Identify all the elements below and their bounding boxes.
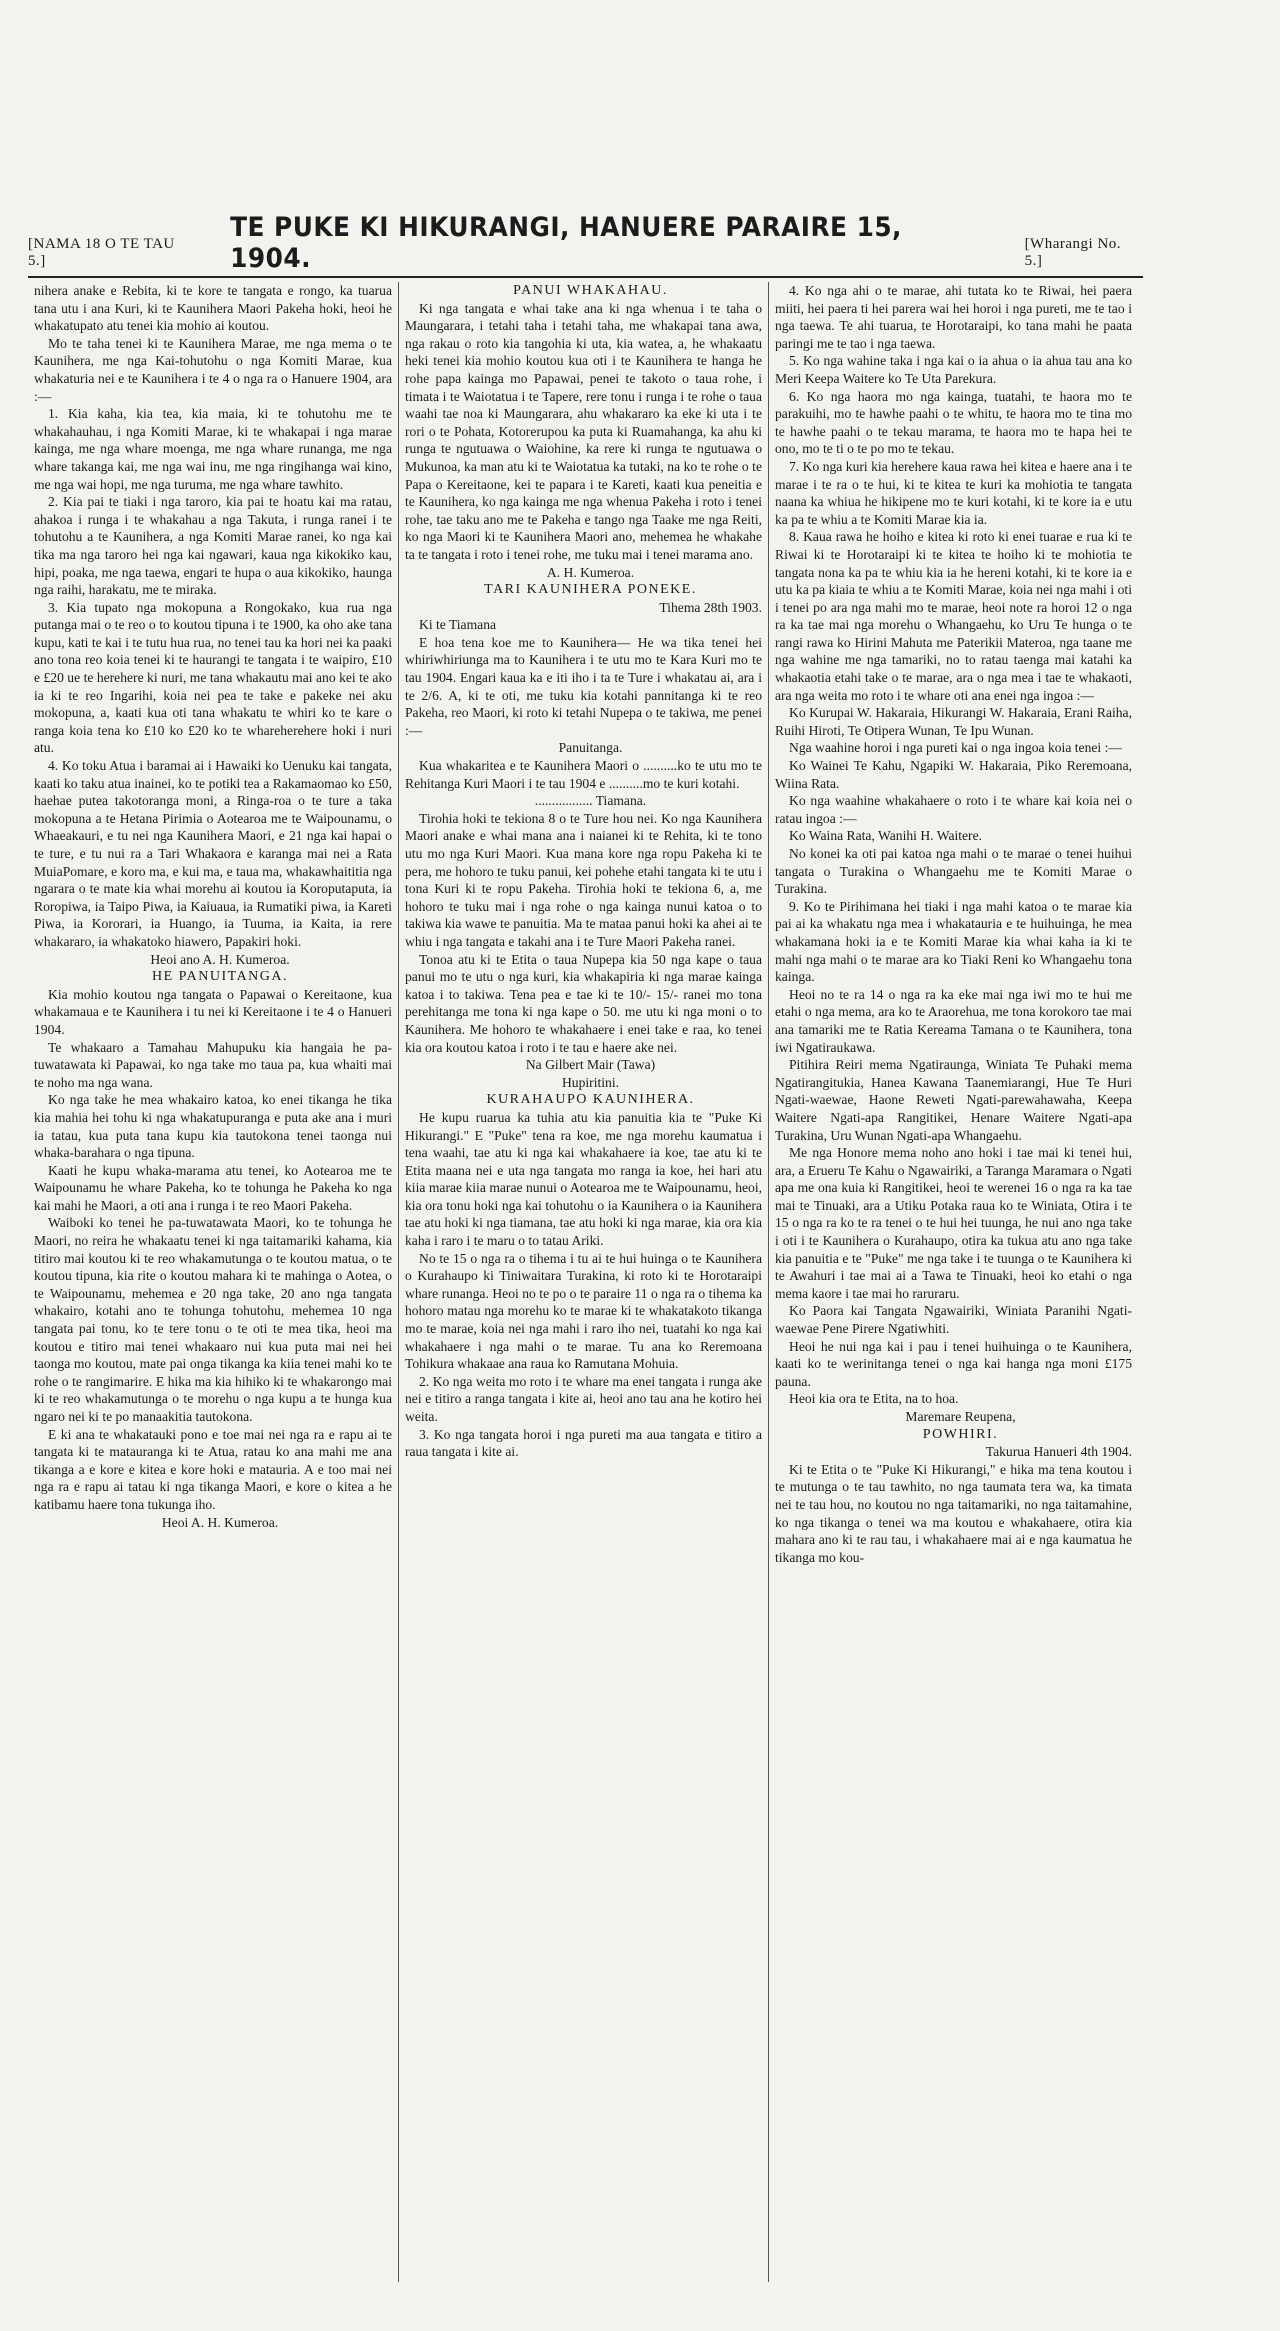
signature: Heoi A. H. Kumeroa. bbox=[161, 1514, 279, 1530]
paragraph: Mo te taha tenei ki te Kaunihera Marae, me nga mema o te Kaunihera, me nga Kai-tohutohu o nga Komiti Marae, kua whakaturia nei e te Kaunihera i te 4 o nga ra o Hanuere 1904, ara :— bbox=[34, 335, 392, 404]
columns bbox=[28, 282, 1143, 2282]
signature: A. H. Kumeroa. bbox=[546, 564, 635, 580]
column-2 bbox=[398, 282, 768, 2282]
paragraph: 2. Kia pai te tiaki i nga taroro, kia pai te hoatu kai ma ratau, ahakoa i runga i te whakahau a nga Takuta, i runga ranei i te tohutohu a te Kaunihera, a nga Komiti Marae ranei, ko nga kai tika ma nga taroro hei nga kai ngawari, kaua nga kikokiko kau, hipi, poaka, me nga taewa, engari te hupa o aua kikokiko, haunga nga raihi, harakatu, me te miraka. bbox=[34, 494, 392, 598]
paragraph: Kia mohio koutou nga tangata o Papawai o Kereitaone, kua whakamaua e te Kaunihera i tu nei ki Kereitaone i te 4 o Hanueri 1904. bbox=[34, 986, 392, 1037]
paragraph: Ko Waina Rata, Wanihi H. Waitere. bbox=[789, 828, 983, 844]
paragraph: 3. Kia tupato nga mokopuna a Rongokako, kua rua nga putanga mai o te reo o to koutou tipuna i te 1900, ka oho ake tana kupu, kati te kai i te tutu hua rua, no tenei tau ka hori nei ka paaki ano tona reo koia tenei ki te haurangi te tangata i te waipiro, £10 e £20 ue te herehere ki nuri, me tana whakautu mai ano kei te ako ia ki te reo Ingarihi, koia nei pea te take e pakeke nei aku mokopuna, a, kaati kua oti tana whakatu te whiri ko te kare o ranga koia tena ko £10 ko £20 ko te whareherehere hoki i nuri atu. bbox=[34, 599, 392, 756]
dateline: Tihema 28th 1903. bbox=[659, 599, 762, 615]
paragraph: Nga waahine horoi i nga pureti kai o nga ingoa koia tenei :— bbox=[789, 740, 1122, 756]
paragraph: Me nga Honore mema noho ano hoki i tae mai ki tenei hui, ara, a Erueru Te Kahu o Ngawairiki, a Taranga Maramara o Ngati apa me ona kuia ki Rangitikei, heoi te werenei 16 o nga ra ka tae mai te Tinuaki, ara a Utiku Potaka raua ko te Winiata, Otira i te 15 o nga ra ko te ra tenei o te hui hei tuunga, he nui ano nga take i oti i te Kaunihera o Kurahaupo, otira ka tukua atu ano nga take kia panuitia e te "Puke" me nga take i te tuunga o te Kaunihera ki te Awahuri i tae mai ai a Tawa te Tinuaki, heoi ko etahi o nga mema kaore i tae mai ho raruraru. bbox=[775, 1145, 1132, 1301]
column-1 bbox=[28, 282, 398, 2282]
paragraph: Ki te Etita o te "Puke Ki Hikurangi," e hika ma tena koutou i te mutunga o te tau tawhito, no nga taumata tera wa, ka timata nei te tau hou, no koutou no nga taitamariki, no nga taitamahine, ko nga tikanga o tenei wa ma koutou e whakahaere, otira kia mahara ano ki te rau tau, i whakahaere mai ai e nga kaumatua he tikanga mo kou- bbox=[775, 1461, 1132, 1565]
article-heading: KURAHAUPO KAUNIHERA. bbox=[486, 1092, 695, 1108]
paragraph: Ko Paora kai Tangata Ngawairiki, Winiata Paranihi Ngati-waewae Pene Pirere Ngatiwhiti. bbox=[775, 1303, 1132, 1337]
article-heading: PANUI WHAKAHAU. bbox=[513, 283, 668, 298]
paragraph: Waiboki ko tenei he pa-tuwatawata Maori, ko te tohunga he Maori, no reira he whakaatu tenei ki nga taitamariki kahama, kia titiro mai koutou ki te reo whakamutunga o te koutou matua, o te koutou tipuna, kia rite o koutou mahara ki te mahinga o Aotea, o te Waipounamu, mehemea e 20 nga take, 20 ano nga tangata whakairo, kotahi ano te tohunga tohutohu, mehemea 10 nga tangata pai tonu, ko te tere tonu o te oti te mea tika, heoi ma koutou e titiro mai tenei whakaaro nui kua puta mai nei hei taonga mo koutou, mate pai onga tikanga ka kiia tenei mahi ko te rohe o te rangimarire. E hika ma kia hihiko ki te whakarongo mai ki te reo whakamutunga o te morehu o nga kupu a te hunga kua ngaro nei ki te po manaakitia tautokona. bbox=[34, 1215, 392, 1424]
paragraph: 3. Ko nga tangata horoi i nga pureti ma aua tangata e titiro a raua tangata i kite ai. bbox=[405, 1426, 762, 1460]
paragraph: Ki nga tangata e whai take ana ki nga whenua i te taha o Maungarara, i tetahi taha i tetahi taha, me whakapai tana awa, nga rakau o roto kia tangohia ki uta, kia watea, a, he whakaatu heki tenei kia mohio koutou kua oti i te Kaunihera te hanga he rohe papa kainga mo Papawai, penei te takoto o taua rohe, i timata i te Waiotatua i te Tapere, rere tonu i runga i te rohe o taua waahi tae noa ki Maungarara, ahu whakararo ka eke ki uta i te rori o te Pohata, Kotorerupou ka puta ki Ruamahanga, ka ahu ki runga te ngutuawa o Waiohine, ka rere ki runga te ngutuawa o Mukunoa, ka man atu ki te Waiotatua ka tutaki, na ko te rohe o te Papa o Kereitaone, kei te papara i te Kareti, kaati kua peneitia e te Kaunihera, ko nga kainga me nga whenua Pakeha i roto i tenei rohe, tae taku ano me te Pakeha e tango nga Taake me nga Reiti, ko nga Maori ki te Kaunihera Maori ano, mehemea he whakahe ta te tangata i roto i tenei rohe, me tuku mai i tenei marama ano. bbox=[405, 300, 762, 562]
paragraph: Ko Wainei Te Kahu, Ngapiki W. Hakaraia, Piko Reremoana, Wiina Rata. bbox=[775, 758, 1132, 791]
paragraph: Heoi he nui nga kai i pau i tenei huihuinga o te Kaunihera, kaati ko te werinitanga tenei o nga kai hanga nga moni £175 pauna. bbox=[775, 1338, 1132, 1389]
paragraph: E hoa tena koe me to Kaunihera— He wa tika tenei hei whiriwhiriunga ma to Kaunihera i te utu mo te Kara Kuri mo te tau 1904. Engari kaua ka e iti iho i ta te Ture i whakatau ai, ara i te 2/6. A, ki te oti, me tuku kia kotahi pannitanga ki te reo Pakeha, reo Maori, ki roto ki tetahi Nupepa o te takiwa, me penei :— bbox=[405, 634, 762, 738]
dateline: Takurua Hanueri 4th 1904. bbox=[985, 1444, 1132, 1460]
paragraph: 7. Ko nga kuri kia herehere kaua rawa hei kitea e haere ana i te marae i te ra o te hui, ki te kitea te kuri ka mohiotia te tangata naana ka whiua he hikipene mo te kuri kotahi, ki te kore ia e utu ka pa te whiu a te Komiti Marae kia ia. bbox=[775, 458, 1132, 527]
paragraph: 8. Kaua rawa he hoiho e kitea ki roto ki enei tuarae e rua ki te Riwai ki te Horotaraipi ki te kitea te hoiho ki te mohiotia te tangata nona ka pa te whiu kia ia he hereni kotahi, ki te kore ia e utu ka pa kiaia te whiu a te Komiti Marae, koia nei nga mahi i oti i tenei po ara nga mahi mo te marae, heoi note ra horoi 12 o nga ra ka tae mai nga morehu o Whangaehu, ko Uru Te hunga o te rangi rawa ko Hirini Mahuta me Paterikii Materoa, nga taane me nga wahine me nga tamariki, no to ratau taenga mai katahi ka whakaotia etahi take o te marae, ara o nga mea i tae te whakaoti, ara nga weita mo roto i te whare oti ana enei nga ingoa :— bbox=[775, 529, 1132, 703]
article-heading: POWHIRI. bbox=[922, 1426, 999, 1442]
signature: Maremare Reupena, bbox=[905, 1409, 1016, 1424]
paragraph: 2. Ko nga weita mo roto i te whare ma enei tangata i runga ake nei e titiro a ranga tangata i kite ai, heoi ano tau ana he kotiro hei weita. bbox=[405, 1373, 762, 1424]
column-3 bbox=[768, 282, 1138, 2282]
paragraph: nihera anake e Rebita, ki te kore te tangata e rongo, ka tuarua tana utu i ana Kuri, ki te Kaunihera Maori Pakeha hoki, heoi he whakatupato atu tenei kia mohio ai koutou. bbox=[34, 283, 392, 334]
paragraph: 1. Kia kaha, kia tea, kia maia, ki te tohutohu me te whakahauhau, i nga Komiti Marae, ki te whakapai i nga marae kainga, me nga whare moenga, me nga whare runanga, me nga whare takanga kai, me nga wai inu, me nga ringihanga wai kino, me nga wai hopi, me nga turuma, me nga whare tawhito. bbox=[34, 406, 392, 492]
issue-number: [NAMA 18 O TE TAU 5.] bbox=[28, 236, 175, 269]
paragraph: Kua whakaritea e te Kaunihera Maori o ..........ko te utu mo te Rehitanga Kuri Maori i te tau 1904 e ..........mo te kuri kotahi. bbox=[405, 758, 762, 791]
paragraph: Ko nga waahine whakahaere o roto i te whare kai koia nei o ratau ingoa :— bbox=[775, 793, 1132, 826]
masthead bbox=[28, 212, 1143, 278]
newspaper-page bbox=[28, 212, 1143, 2290]
paragraph: Pitihira Reiri mema Ngatiraunga, Winiata Te Puhaki mema Ngatirangitukia, Hanea Kawana Taanemiarangi, Hue Te Huri Ngati-waewae, Haone Reweti Ngati-parewahawaha, Keepa Waitere Ngati-apa Rangitikei, Henare Waitere Ngati-apa Turakina, Uru Wunan Ngati-apa Whangaehu. bbox=[775, 1057, 1132, 1143]
paragraph: Tonoa atu ki te Etita o taua Nupepa kia 50 nga kape o taua panui mo te utu o nga kuri, kia whakapiria ki nga marae kainga katoa i to takiwa. Tena pea e tae ki te 10/- 15/- ranei mo tona perehitanga me tona ki nga kape o 50. me utu ki nga moni o to Kaunihera. Me hohoro te whakahaere i enei take e raa, ko tenei kia ora koutou katoa i roto i te tau e haere ake nei. bbox=[405, 951, 762, 1055]
paragraph: 9. Ko te Pirihimana hei tiaki i nga mahi katoa o te marae kia pai ai ka whakatu nga mea i whakatauria e te huihuinga, he mea whakamana hoki ia e te Komiti Marae kia whai kaha ia ki te mahi nga mahi o te marae ara ko Tiaki Reni ko Whangaehu tona kainga. bbox=[775, 898, 1132, 985]
paragraph: Kaati he kupu whaka-marama atu tenei, ko Aotearoa me te Waipounamu he whare Pakeha, ko te tohunga he Pakeha ko nga kai mahi he Maori, a oti ana i runga i te reo Maori Pakeha. bbox=[34, 1162, 392, 1213]
signature: Hupiritini. bbox=[561, 1074, 620, 1090]
article-heading: TARI KAUNIHERA PONEKE. bbox=[484, 582, 697, 598]
signature: Heoi ano A. H. Kumeroa. bbox=[150, 951, 290, 967]
paragraph: Heoi no te ra 14 o nga ra ka eke mai nga iwi mo te hui me etahi o nga mema, ara ko te Araorehua, me tona korokoro tae mai ana tamariki me te Ratia Kereama Tamana o te Kaunihera, tona iwi Ngatiraukawa. bbox=[775, 986, 1132, 1055]
paragraph: ................. Tiamana. bbox=[534, 793, 647, 809]
notice-title: Panuitanga. bbox=[558, 740, 623, 756]
article-heading: HE PANUITANGA. bbox=[151, 969, 289, 985]
paragraph: No konei ka oti pai katoa nga mahi o te marae o tenei huihui tangata o Turakina o Whangaehu me te Komiti Marae o Turakina. bbox=[775, 846, 1132, 897]
paragraph: 5. Ko nga wahine taka i nga kai o ia ahua o ia ahua tau ana ko Meri Keepa Waitere ko Te Uta Parekura. bbox=[775, 353, 1132, 386]
salutation: Ki te Tiamana bbox=[419, 617, 497, 633]
paragraph: 6. Ko nga haora mo nga kainga, tuatahi, te haora mo te parakuihi, mo te hawhe paahi o te whitu, te haora mo te tina mo te hawhe paahi o te tekau marama, te haora mo te hapa hei te ono, mo te ti o te po mo te tekau. bbox=[775, 388, 1132, 457]
paragraph: 4. Ko toku Atua i baramai ai i Hawaiki ko Uenuku kai tangata, kaati ko taku atua inainei, ko te potiki tea a Rakamaomao ko £50, haehae putea takotoranga moni, a Ringa-roa o te ture a taka mokopuna a te Hetana Pirimia o Aotearoa me te Waipounamu, o Whaeakauri, e tu nei nga Kaunihera Maori, e 21 nga kai hapai o te ture, e tu nui ra a Tari Whakaora e karanga mai nei a Rata MuiaPomare, e koro ma, e kui ma, e taua ma, whakawhaititia nga ngarara o te mate kia whai morehu ai koutou ia Koroputaputa, ia Roropiwa, ia Taipo Piwa, ia Kaiuaua, ia Rumatiki piwa, ia Kareti Piwa, ia Kororari, ia Huango, ia Tuuma, ia Kaita, ia rere whakararo, ia whakatoko hiawero, Papakiri hoki. bbox=[34, 758, 392, 949]
signature: Na Gilbert Mair (Tawa) bbox=[525, 1057, 656, 1073]
paragraph: Tirohia hoki te tekiona 8 o te Ture hou nei. Ko nga Kaunihera Maori anake e whai mana ana i naianei ki te Rehita, ki te tono utu mo nga Kuri Maori. Kua mana kore nga ropu Pakeha ki te pera, me hohoro te tuku panui, kei pohehe etahi tangata ki te utu i tona Kuri ki te ropu Pakeha. Tirohia hoki te tekiona 6, a, me hohoro te tuku mai i nga rohe o nga kainga nunui katoa o to takiwa kia wawe te panuitia. Ma te mataa panui hoki ka ahei ai te whiu i nga tangata e takahi ana i te Ture Maori Pakeha ranei. bbox=[405, 810, 762, 949]
paragraph: Ko nga take he mea whakairo katoa, ko enei tikanga he tika kia mahia hei tohu ki nga whakatupuranga e puta ake ana i muri ia tatau, kua puta tana kupu kia tautokona tenei taonga nui whaka-barahara o nga tipuna. bbox=[34, 1092, 392, 1161]
paragraph: No te 15 o nga ra o tihema i tu ai te hui huinga o te Kaunihera o Kurahaupo ki Tiniwaitara Turakina, ki roto ki te Horotaraipi whare runanga. Heoi no te po o te paraire 11 o nga ra o tihema ka hohoro matau nga morehu ko te marae ki te whakatakoto tikanga mo te marae, koia nei nga mahi i raro iho nei, tuatahi ko nga kai whakahaere i nga mahi o te marae. Tu ana ko Reremoana Tohikura whakaae ana raua ko Ramutana Mohuia. bbox=[405, 1250, 762, 1372]
newspaper-title: TE PUKE KI HIKURANGI, HANUERE PARAIRE 15, 1904. bbox=[229, 212, 902, 274]
page-number: [Wharangi No. 5.] bbox=[1024, 236, 1122, 269]
paragraph: Te whakaaro a Tamahau Mahupuku kia hangaia he pa-tuwatawata ki Papawai, ko nga take mo taua pa, kua whaiti mai te noho ma nga wana. bbox=[34, 1039, 392, 1090]
paragraph: E ki ana te whakatauki pono e toe mai nei nga ra e rapu ai te tangata ki te matauranga ki te Atua, ratau ko ana mahi me ana tikanga a e kore e kitea e kore hoki e matauria. A e too mai nei nga ra e rapu ai tatau ki nga tikanga Maori, e kore o kitea a he katibamu haere tona tukunga iho. bbox=[34, 1426, 392, 1512]
paragraph: Heoi kia ora te Etita, na to hoa. bbox=[789, 1391, 959, 1407]
paragraph: 4. Ko nga ahi o te marae, ahi tutata ko te Riwai, hei paera miiti, hei paera ti hei parera wai hei horoi i nga pureti, me te tao i nga taewa. Te ahi tuarua, te Horotaraipi, ko tana mahi he paata paringi me te tao i nga taewa. bbox=[775, 283, 1132, 351]
paragraph: Ko Kurupai W. Hakaraia, Hikurangi W. Hakaraia, Erani Raiha, Ruihi Hiroti, Te Otipera Wunan, Te Ipu Wunan. bbox=[775, 705, 1132, 738]
paragraph: He kupu ruarua ka tuhia atu kia panuitia kia te "Puke Ki Hikurangi." E "Puke" tena ra koe, me nga morehu kaumatua i tena waahi, tae atu ki nga kai whakahaere ia koe, tae atu ki te Etita maana nei e uta nga tangata mo ranga ia koe, hei hari atu kiia marae kiia marae nunui o Aotearoa me te Waipounamu, heoi, kia ora tonu hoki nga kai tohutohu o ia Kaunihera o ia Kaunihera tae atu hoki ki nga tiamana, tae atu hoki ki nga marae, kia ora kia kaha i raro i te maru o to tatau Ariki. bbox=[405, 1109, 762, 1249]
